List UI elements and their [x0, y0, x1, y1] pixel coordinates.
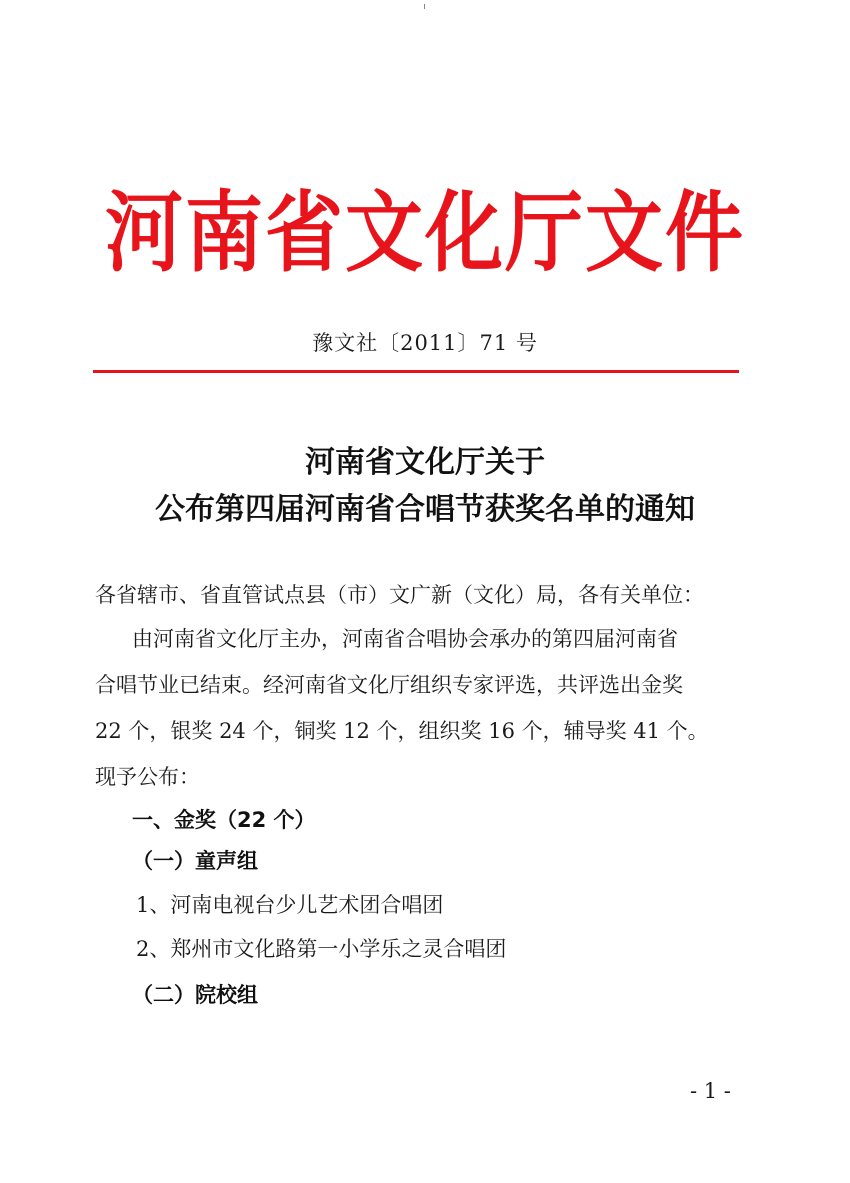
body-line: 22 个，银奖 24 个，铜奖 12 个，组织奖 16 个，辅导奖 41 个。 [95, 719, 709, 743]
page-number: - 1 - [690, 1079, 731, 1103]
body-line: 由河南省文化厅主办，河南省合唱协会承办的第四届河南省 [132, 627, 678, 651]
list-item: 1、河南电视台少儿艺术团合唱团 [136, 893, 444, 917]
body-line: 合唱节业已结束。经河南省文化厅组织专家评选，共评选出金奖 [95, 673, 683, 697]
document-number: 豫文社〔2011〕71 号 [312, 331, 538, 355]
notice-title-line-1: 河南省文化厅关于 [305, 445, 545, 480]
red-divider-line [93, 370, 739, 373]
scan-mark [424, 4, 425, 9]
list-item: 2、郑州市文化路第一小学乐之灵合唱团 [136, 937, 507, 961]
group-heading-college: （二）院校组 [132, 983, 258, 1007]
section-heading-gold: 一、金奖（22 个） [132, 808, 316, 832]
body-line: 现予公布： [95, 765, 200, 789]
group-heading-children: （一）童声组 [132, 849, 258, 873]
masthead-title: 河南省文化厅文件 [104, 183, 745, 285]
notice-title-line-2: 公布第四届河南省合唱节获奖名单的通知 [155, 492, 695, 527]
salutation: 各省辖市、省直管试点县（市）文广新（文化）局，各有关单位： [95, 583, 704, 607]
